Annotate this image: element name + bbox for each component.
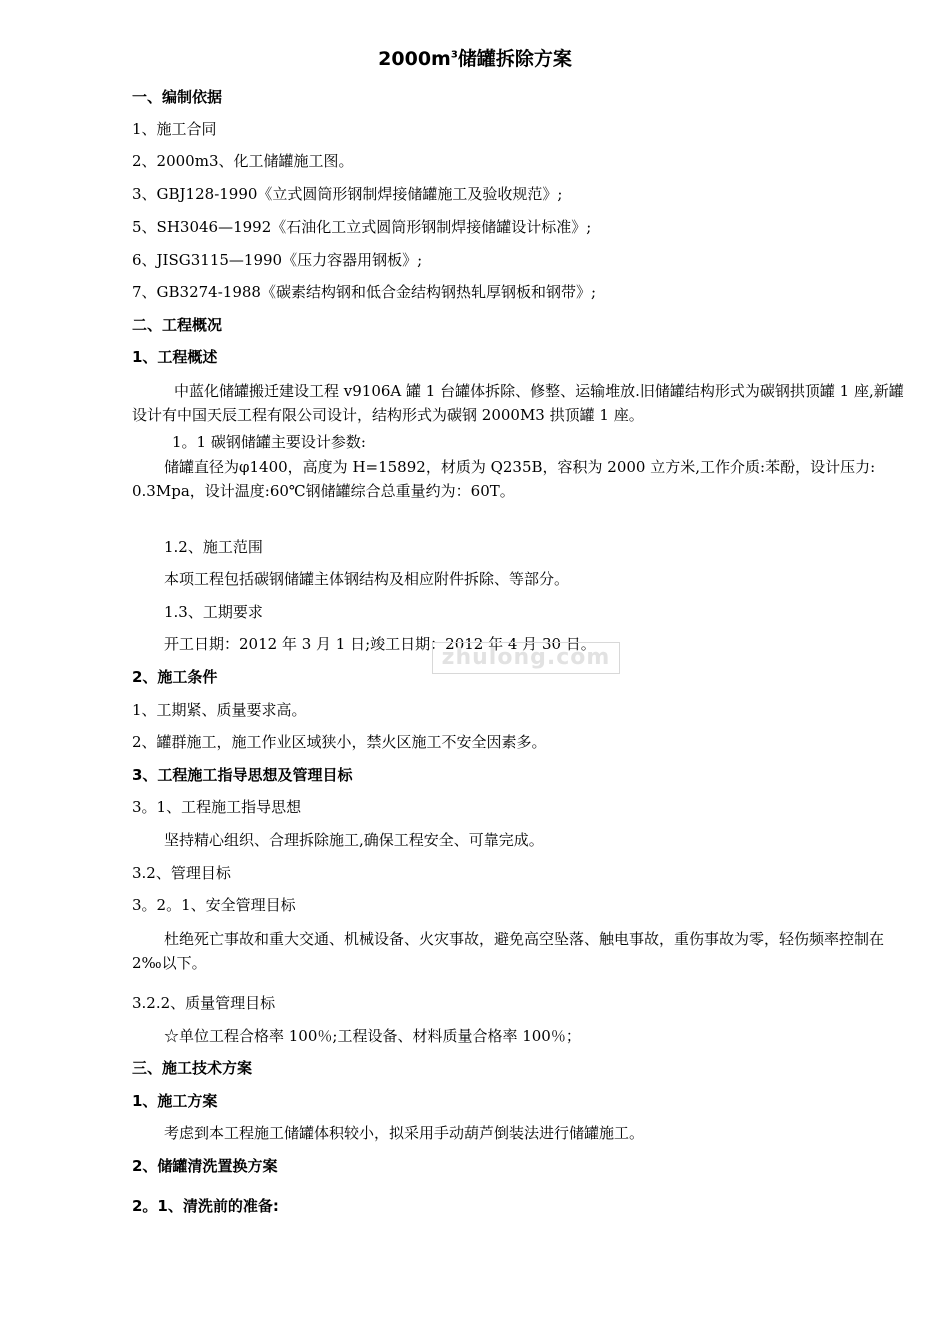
subsection-label: 3.2.2、质量管理目标: [132, 994, 276, 1012]
subsection-label: 3。2。1、安全管理目标: [132, 896, 296, 914]
paragraph: 考虑到本工程施工储罐体积较小，拟采用手动葫芦倒装法进行储罐施工。: [164, 1124, 645, 1142]
title-rest: 储罐拆除方案: [457, 48, 572, 70]
list-item: 5、SH3046—1992《石油化工立式圆筒形钢制焊接储罐设计标准》;: [132, 218, 592, 236]
subsection-label: 3。1、工程施工指导思想: [132, 798, 302, 816]
list-item: 6、JISG3115—1990《压力容器用钢板》;: [132, 251, 423, 269]
paragraph: 杜绝死亡事故和重大交通、机械设备、火灾事故，避免高空坠落、触电事故，重伤事故为零，轻伤频率控制在 2‰以下。: [132, 930, 885, 972]
paragraph: 储罐直径为φ1400，高度为 H=15892，材质为 Q235B，容积为 2000 立方米,工作介质:苯酚，设计压力: 0.3Mpa，设计温度:60℃钢储罐综合总重量约为：60T。: [132, 458, 876, 500]
paragraph: 坚持精心组织、合理拆除施工,确保工程安全、可靠完成。: [164, 831, 544, 849]
subsection-heading: 1、工程概述: [132, 348, 218, 366]
watermark: zhulong.com: [432, 642, 620, 674]
list-item: 1、施工合同: [132, 120, 217, 138]
subsection-heading: 3、工程施工指导思想及管理目标: [132, 766, 353, 784]
title-main: 2000m: [378, 48, 451, 70]
paragraph: 本项工程包括碳钢储罐主体钢结构及相应附件拆除、等部分。: [164, 570, 570, 588]
title-superscript: 3: [450, 49, 458, 61]
list-item: 1、工期紧、质量要求高。: [132, 701, 307, 719]
subsection-heading: 1、施工方案: [132, 1092, 218, 1110]
subsection-heading: 2、储罐清洗置换方案: [132, 1157, 278, 1175]
section-heading: 三、施工技术方案: [132, 1059, 253, 1077]
list-item: 3、GBJ128-1990《立式圆筒形钢制焊接储罐施工及验收规范》;: [132, 185, 563, 203]
subsection-label: 3.2、管理目标: [132, 864, 231, 882]
page-title: [0, 44, 950, 71]
section-heading: 二、工程概况: [132, 316, 223, 334]
subsection-heading: 2、施工条件: [132, 668, 218, 686]
paragraph: 开工日期：2012 年 3 月 1 日;竣工日期：2012 年 4 月 30 日。: [164, 635, 596, 653]
subsection-label: 1.2、施工范围: [164, 538, 263, 556]
section-heading: 一、编制依据: [132, 88, 223, 106]
subsection-heading: 2。1、清洗前的准备:: [132, 1197, 279, 1215]
subsection-label: 1。1 碳钢储罐主要设计参数:: [172, 433, 366, 451]
paragraph: 中蓝化储罐搬迁建设工程 v9106A 罐 1 台罐体拆除、修整、运输堆放.旧储罐结构形式为碳钢拱顶罐 1 座,新罐设计有中国天辰工程有限公司设计，结构形式为碳钢 2000M3 拱顶罐 1 座。: [132, 382, 904, 424]
list-item: 2、2000m3、化工储罐施工图。: [132, 152, 354, 170]
paragraph: ☆单位工程合格率 100％;工程设备、材料质量合格率 100％；: [164, 1027, 581, 1045]
subsection-label: 1.3、工期要求: [164, 603, 263, 621]
list-item: 2、罐群施工，施工作业区域狭小，禁火区施工不安全因素多。: [132, 733, 547, 751]
list-item: 7、GB3274-1988《碳素结构钢和低合金结构钢热轧厚钢板和钢带》;: [132, 283, 597, 301]
